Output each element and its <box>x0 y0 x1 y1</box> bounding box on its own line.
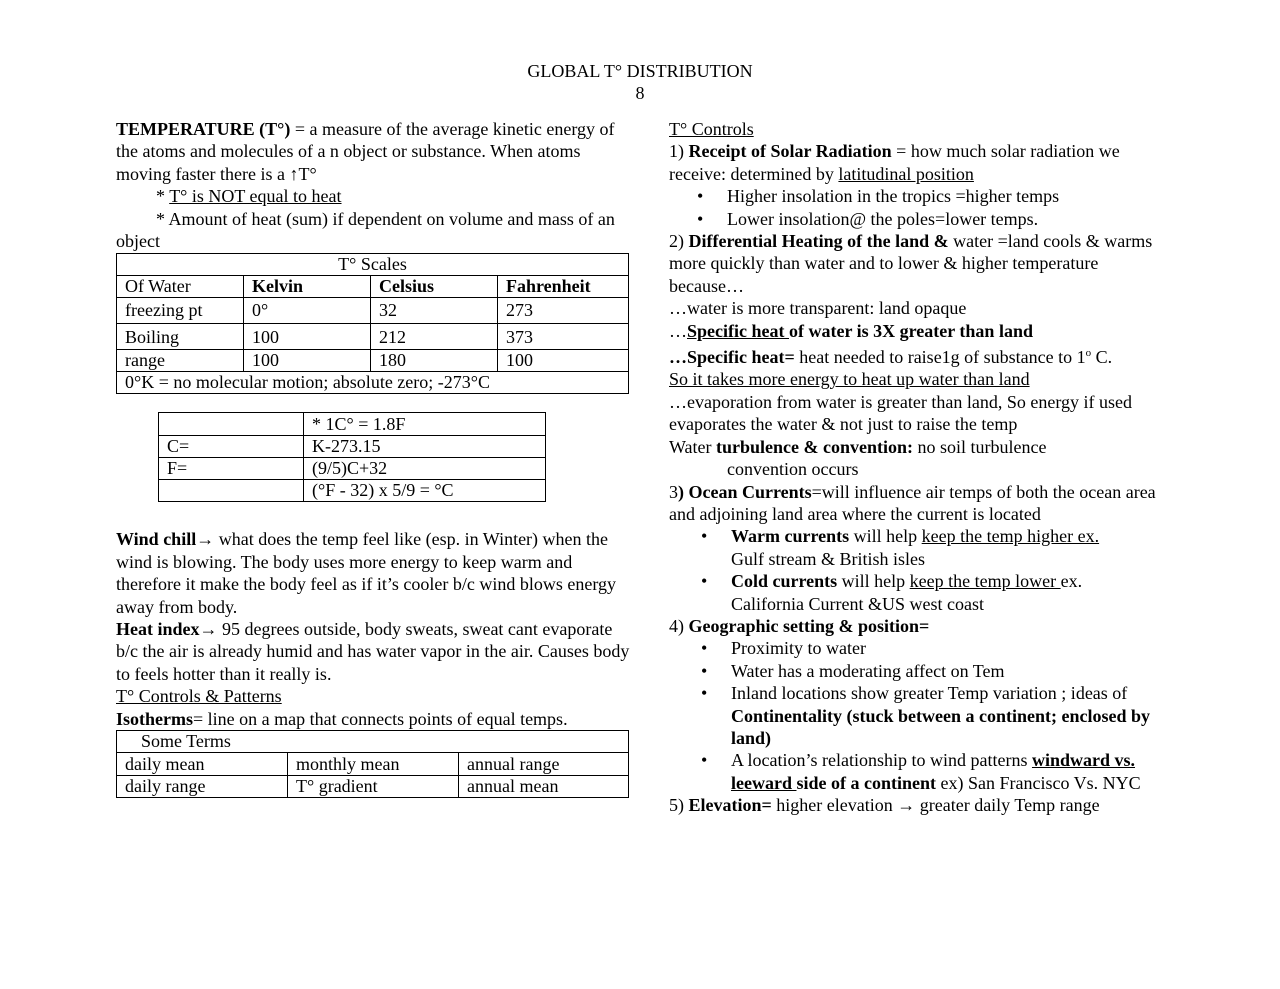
list-item-text: Lower insolation@ the poles=lower temps. <box>727 208 1039 229</box>
convention-line: convention occurs <box>727 459 859 480</box>
table-cell: annual range <box>459 753 629 776</box>
table-cell: daily mean <box>117 753 288 776</box>
table-cell: T° gradient <box>288 776 459 798</box>
list-item <box>669 660 1169 682</box>
table-cell: * 1C° = 1.8F <box>304 413 546 436</box>
section-number: 1) <box>669 141 689 162</box>
scales-header-cell: Celsius <box>371 276 498 298</box>
evaporation-line: …evaporation from water is greater than land, So energy if used evaporates the water & not just to raise the temp <box>669 391 1133 435</box>
section-term: Receipt of Solar Radiation <box>688 141 892 162</box>
up-arrow-icon: ↑ <box>289 163 299 184</box>
wind-chill-paragraph <box>116 528 630 618</box>
section-def: higher elevation <box>771 795 898 816</box>
section-solar-radiation <box>669 140 1169 185</box>
unit-text: C. <box>1091 347 1113 368</box>
star-marker: * <box>156 186 170 207</box>
bullet-icon: • <box>701 660 708 681</box>
heat-index-term: Heat index <box>116 619 200 640</box>
table-cell: 180 <box>371 350 498 372</box>
temperature-definition <box>116 118 630 185</box>
controls-heading: T° Controls <box>669 119 754 139</box>
right-arrow-icon: → <box>196 529 215 550</box>
temperature-term: TEMPERATURE (T°) <box>116 119 291 139</box>
section-ocean-currents <box>669 481 1169 526</box>
ocean-bullets <box>669 525 1169 615</box>
turbulence-def: no soil turbulence <box>913 436 1047 457</box>
table-cell: C= <box>159 436 304 458</box>
continentality-term: Continentality (stuck between a continent; enclosed by land) <box>731 705 1150 748</box>
page-title: GLOBAL T° DISTRIBUTION <box>527 61 753 81</box>
table-cell <box>159 480 304 502</box>
table-cell: monthly mean <box>288 753 459 776</box>
bullet-icon: • <box>701 638 708 659</box>
list-item-underlined: keep the temp higher ex. <box>921 526 1100 547</box>
transparency-line: …water is more transparent: land opaque <box>669 298 967 319</box>
section-number: 2) <box>669 231 689 252</box>
isotherms-term: Isotherms <box>116 708 193 729</box>
section-def-end: greater daily Temp range <box>915 795 1100 816</box>
list-item-text: Higher insolation in the tropics =higher temps <box>727 186 1060 207</box>
list-item-text: will help <box>837 571 910 592</box>
list-item <box>669 749 1169 794</box>
table-cell: daily range <box>117 776 288 798</box>
isotherms-def: = line on a map that connects points of equal temps. <box>193 708 568 729</box>
section-def: = how much solar radiation we receive: determined by <box>669 141 1120 184</box>
section-term: ) Ocean Currents <box>678 481 812 502</box>
scales-header-cell: Fahrenheit <box>498 276 629 298</box>
section-geographic-setting <box>669 615 1169 637</box>
table-cell: range <box>117 350 244 372</box>
table-cell: Boiling <box>117 324 244 350</box>
table-cell <box>159 413 304 436</box>
section-term: Geographic setting & position= <box>688 615 930 636</box>
table-cell: 212 <box>371 324 498 350</box>
note-not-heat <box>116 185 630 207</box>
specific-heat-def-line <box>669 342 1169 368</box>
table-row <box>117 324 629 350</box>
wind-chill-def: what does the temp feel like (esp. in Winter) when the wind is blowing. The body uses more energy to keep warm and therefore it make the body feel as if it’s cooler b/c wind blows energy away from body. <box>116 529 617 617</box>
list-item-text: will help <box>849 526 922 547</box>
list-item <box>669 208 1169 230</box>
table-row <box>159 413 546 436</box>
list-item-text: California Current &US west coast <box>731 593 984 614</box>
latitudinal-position-text: latitudinal position <box>838 163 974 184</box>
heat-index-paragraph <box>116 618 630 685</box>
list-item-text: ex) San Francisco Vs. NYC <box>935 772 1141 793</box>
bullet-icon: • <box>697 208 704 229</box>
solar-bullets <box>669 185 1169 230</box>
temperature-def-text: = a measure of the average kinetic energy of the atoms and molecules of a n object or substance. <box>116 119 615 162</box>
table-cell: F= <box>159 458 304 480</box>
table-cell: (°F - 32) x 5/9 = °C <box>304 480 546 502</box>
table-cell: 100 <box>244 324 371 350</box>
turbulence-term: turbulence & convention: <box>716 436 914 457</box>
ellipsis: … <box>669 320 687 341</box>
bullet-icon: • <box>701 526 708 547</box>
table-cell: 373 <box>498 324 629 350</box>
specific-heat-def-term: …Specific heat= <box>669 347 795 368</box>
table-cell: (9/5)C+32 <box>304 458 546 480</box>
section-number: 4) <box>669 615 689 636</box>
isotherms-paragraph <box>116 708 630 730</box>
temperature-scales-table <box>116 253 629 394</box>
atoms-line: When atoms moving faster there is a <box>116 141 581 184</box>
list-item-text: ex. <box>1060 571 1083 592</box>
bullet-icon: • <box>701 683 708 704</box>
specific-heat-text: of water is 3X greater than land <box>788 320 1033 341</box>
bullet-icon: • <box>701 571 708 592</box>
note-amount-heat-text: * Amount of heat (sum) if dependent on volume and mass of an object <box>116 208 615 252</box>
bullet-icon: • <box>697 186 704 207</box>
energy-line: So it takes more energy to heat up water than land <box>669 369 1030 390</box>
conversion-table <box>158 412 546 502</box>
section-elevation <box>669 794 1169 816</box>
list-item <box>669 682 1169 749</box>
list-item <box>669 525 1169 570</box>
warm-currents-term: Warm currents <box>731 526 850 547</box>
list-item <box>669 570 1169 615</box>
specific-heat-term: Specific heat <box>687 320 789 341</box>
table-row <box>117 298 629 324</box>
table-row <box>117 776 629 798</box>
scales-table-title: T° Scales <box>117 254 629 276</box>
bullet-icon: • <box>701 750 708 771</box>
note-amount-heat <box>116 208 630 253</box>
table-row <box>159 436 546 458</box>
geographic-bullets <box>669 637 1169 794</box>
some-terms-table <box>116 730 629 798</box>
table-row <box>117 350 629 372</box>
section-number: 5) <box>669 795 689 816</box>
table-cell: 0° <box>244 298 371 324</box>
list-item-text: Proximity to water <box>731 638 866 659</box>
section-differential-heating <box>669 230 1169 297</box>
right-arrow-icon: → <box>199 619 218 640</box>
t-symbol: T° <box>298 163 317 184</box>
page-number: 8 <box>635 83 645 103</box>
specific-heat-def: heat needed to raise1g of substance to 1 <box>794 347 1086 368</box>
scales-table-footer: 0°K = no molecular motion; absolute zero; -273°C <box>117 372 629 394</box>
list-item-underlined: keep the temp lower <box>909 571 1061 592</box>
right-column <box>669 118 1169 817</box>
table-cell: 100 <box>244 350 371 372</box>
heat-index-def: 95 degrees outside, body sweats, sweat cant evaporate b/c the air is already humid and has water vapor in the air. Causes body to feels hotter than it really is. <box>116 619 630 684</box>
scales-header-cell: Kelvin <box>244 276 371 298</box>
terms-table-title: Some Terms <box>117 731 629 753</box>
table-row <box>159 480 546 502</box>
section-number: 3 <box>669 481 678 502</box>
section-term: Differential Heating of the land & <box>688 231 949 252</box>
right-arrow-icon: → <box>897 795 916 816</box>
degree-superscript: o <box>1085 347 1092 360</box>
list-item-text: Gulf stream & British isles <box>731 548 925 569</box>
table-cell: 100 <box>498 350 629 372</box>
table-row <box>117 753 629 776</box>
table-cell: K-273.15 <box>304 436 546 458</box>
windward-leeward-term: windward vs. leeward <box>731 750 1135 793</box>
controls-patterns-heading: T° Controls & Patterns <box>116 686 282 707</box>
list-item-text: Inland locations show greater Temp variation ; ideas of <box>731 683 1128 704</box>
left-column <box>116 118 630 798</box>
section-term: Elevation= <box>688 795 772 816</box>
table-cell: freezing pt <box>117 298 244 324</box>
note-not-heat-text: T° is NOT equal to heat <box>169 186 342 207</box>
specific-heat-line <box>669 320 1169 342</box>
list-item-text: Water has a moderating affect on Tem <box>731 660 1005 681</box>
water-text: Water <box>669 436 717 457</box>
scales-header-cell: Of Water <box>117 276 244 298</box>
table-cell: 32 <box>371 298 498 324</box>
side-of-continent-text: side of a continent <box>796 772 936 793</box>
table-cell: 273 <box>498 298 629 324</box>
section-def: =will influence air temps of both the ocean area and adjoining land area where the current is located <box>669 481 1156 524</box>
list-item <box>669 637 1169 659</box>
wind-chill-term: Wind chill <box>116 529 197 550</box>
table-cell: annual mean <box>459 776 629 798</box>
table-row <box>159 458 546 480</box>
cold-currents-term: Cold currents <box>731 571 838 592</box>
turbulence-line <box>669 436 1169 458</box>
list-item <box>669 185 1169 207</box>
section-def: water =land cools & warms more quickly than water and to lower & higher temperature because… <box>669 231 1153 296</box>
list-item-text: A location’s relationship to wind patterns <box>731 750 1032 771</box>
